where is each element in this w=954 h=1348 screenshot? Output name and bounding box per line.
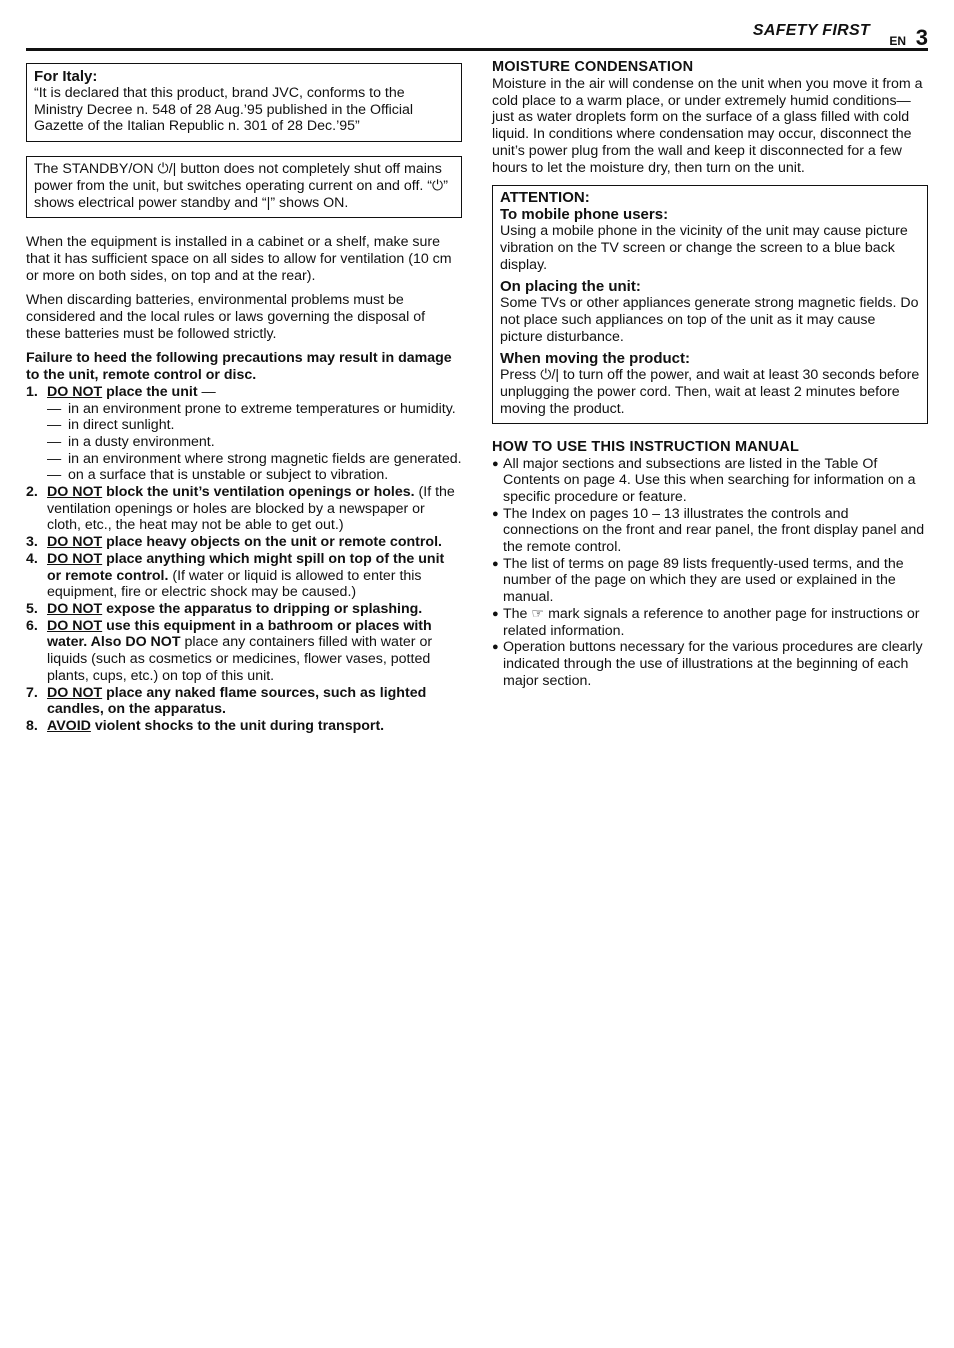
item-bold-text: block the unit’s ventilation openings or holes. — [102, 484, 415, 501]
precaution-item — [26, 484, 462, 534]
condition-item — [26, 451, 462, 468]
dash-mark: — — [47, 433, 62, 450]
page-header — [26, 18, 928, 51]
item-text: (If the ventilation openings or holes are blocked by a newspaper or cloth, etc., the heat may not be able to get out.) — [47, 484, 455, 534]
list-item-text: The Index on pages 10 – 13 illustrates the controls and connections on the front and rear panel, the front display panel and the remote control. — [503, 505, 925, 556]
item-bold-text: place the unit — [102, 383, 198, 400]
manual-bullet-list — [492, 456, 928, 690]
attention-box — [492, 185, 928, 423]
failure-heading: Failure to heed the following precautions may result in damage to the unit, remote control or disc. — [26, 350, 452, 384]
placing-unit-title: On placing the unit: — [500, 278, 641, 296]
condition-item — [26, 417, 462, 434]
item-number: 2. — [26, 484, 38, 501]
dash-mark: — — [47, 400, 62, 417]
moving-product-text — [500, 367, 920, 417]
moisture-text: Moisture in the air will condense on the unit when you move it from a cold place to a warm place, or under extremely humid conditions—just as water droplets form on the surface of a glass filled with cold liquid. In conditions where condensation may occur, disconnect the unit’s power plug from the wall and keep it disconnected for a few hours to let the moisture dry, then turn on the unit. — [492, 76, 923, 176]
language-label: EN — [889, 34, 906, 48]
condition-text: in an environment prone to extreme temperatures or humidity. — [68, 400, 456, 417]
item-keyword: DO NOT — [47, 684, 103, 701]
italy-title: For Italy: — [34, 68, 98, 85]
bullet-icon: ● — [492, 507, 499, 520]
standby-text — [34, 161, 454, 211]
precaution-item — [26, 601, 462, 618]
item-bold-text: expose the apparatus to dripping or splashing. — [102, 600, 423, 617]
precaution-item — [26, 551, 462, 601]
item-bold-text: place heavy objects on the unit or remote control. — [102, 534, 442, 551]
item-text: place any containers filled with water or liquids (such as cosmetics or medicines, flower vases, potted plants, cups, etc.) on top of this unit. — [47, 634, 433, 684]
item-number: 6. — [26, 617, 38, 634]
manual-heading: HOW TO USE THIS INSTRUCTION MANUAL — [492, 438, 799, 455]
item-number: 7. — [26, 684, 38, 701]
mobile-phone-title: To mobile phone users: — [500, 206, 669, 224]
condition-text: in a dusty environment. — [68, 433, 215, 450]
standby-on-icon: ⏻/| — [540, 367, 560, 384]
standby-text-1: The STANDBY/ON — [34, 161, 158, 178]
item-text: — — [197, 383, 216, 400]
attention-title: ATTENTION: — [500, 189, 590, 207]
item-keyword: AVOID — [47, 717, 91, 734]
list-item — [492, 556, 928, 606]
list-item-text: Operation buttons necessary for the various procedures are clearly indicated through the use of illustrations at the beginning of each major section. — [503, 639, 923, 689]
item-bold-text: place anything which might spill on top of the unit or remote control. — [47, 550, 445, 584]
italy-notice-box — [26, 63, 462, 142]
italy-text: “It is declared that this product, brand JVC, conforms to the Ministry Decree n. 548 of 28 Aug.’95 published in the Official Gazette of the Italian Republic n. 301 of 28 Dec.’95” — [34, 85, 414, 135]
item-keyword: DO NOT — [47, 534, 103, 551]
item-keyword: DO NOT — [47, 484, 103, 501]
moisture-heading: MOISTURE CONDENSATION — [492, 59, 694, 75]
condition-item — [26, 467, 462, 484]
bullet-icon: ● — [492, 641, 499, 654]
dash-mark: — — [47, 417, 62, 434]
list-item-text: The list of terms on page 89 lists frequently-used terms, and the number of the page on which they are used or explained in the manual. — [503, 555, 904, 606]
left-column — [26, 63, 462, 735]
bullet-icon: ● — [492, 607, 499, 620]
item-number: 1. — [26, 383, 38, 400]
placing-unit-text: Some TVs or other appliances generate strong magnetic fields. Do not place such appliances on top of the unit as it may cause picture disturbance. — [500, 295, 919, 345]
item-number: 5. — [26, 600, 38, 617]
item-bold-text: use this equipment in a bathroom or places with water. Also DO NOT — [47, 617, 432, 651]
item-text: (If water or liquid is allowed to enter this equipment, fire or electric shock may be caused.) — [47, 567, 422, 601]
condition-text: on a surface that is unstable or subject to vibration. — [68, 467, 389, 484]
bullet-icon: ● — [492, 557, 499, 570]
item-keyword: DO NOT — [47, 600, 103, 617]
page-number: 3 — [915, 25, 928, 50]
item-keyword: DO NOT — [47, 617, 103, 634]
precaution-item — [26, 685, 462, 718]
condition-text: in direct sunlight. — [68, 417, 175, 434]
precautions-list — [26, 384, 462, 401]
ref-text-2: mark signals a reference to another page for instructions or related information. — [503, 605, 920, 639]
right-column — [492, 58, 928, 689]
batteries-paragraph: When discarding batteries, environmental problems must be considered and the local rules or laws governing the disposal of these batteries must be followed strictly. — [26, 292, 426, 342]
item-number: 8. — [26, 717, 38, 734]
condition-item — [26, 434, 462, 451]
reference-hand-icon: ☞ — [531, 605, 545, 622]
dash-mark: — — [47, 467, 62, 484]
mobile-phone-text: Using a mobile phone in the vicinity of the unit may cause picture vibration on the TV screen or change the screen to a blue back display. — [500, 223, 908, 273]
moving-text-2: to turn off the power, and wait at least 30 seconds before unplugging the power cord. Then, wait at least 2 minutes before moving the product. — [500, 367, 920, 417]
standby-text-2: button does not completely shut off mains power from the unit, but switches operating current on and off. “ — [34, 161, 442, 194]
standby-text-4: ” shows ON. — [270, 194, 349, 211]
standby-icon: ⏻ — [432, 177, 444, 194]
ref-text-1: The — [503, 605, 532, 622]
ventilation-paragraph: When the equipment is installed in a cabinet or a shelf, make sure that it has sufficient space on all sides to allow for ventilation (10 cm or more on both sides, on top and at the rear). — [26, 234, 452, 284]
bullet-icon: ● — [492, 457, 499, 470]
standby-text-3: ” shows electrical power standby and “ — [34, 177, 448, 211]
precautions-list-cont — [26, 484, 462, 735]
precaution-item — [26, 384, 462, 401]
list-item — [492, 506, 928, 556]
precaution-item — [26, 618, 462, 685]
standby-notice-box — [26, 156, 462, 218]
list-item — [492, 606, 928, 639]
list-item — [492, 456, 928, 506]
precaution-item — [26, 718, 462, 735]
item-bold-text: violent shocks to the unit during transport. — [90, 717, 385, 734]
dash-mark: — — [47, 450, 62, 467]
condition-item — [26, 401, 462, 418]
item-bold-text: place any naked flame sources, such as lighted candles, on the apparatus. — [47, 684, 427, 718]
item-keyword: DO NOT — [47, 550, 103, 567]
item-keyword: DO NOT — [47, 383, 103, 400]
on-icon: | — [266, 194, 271, 211]
unit-conditions-list — [26, 401, 462, 485]
precaution-item — [26, 534, 462, 551]
list-item-text: All major sections and subsections are listed in the Table Of Contents on page 4. Use this when searching for information on a specific procedure or feature. — [503, 455, 916, 505]
moving-product-title: When moving the product: — [500, 350, 690, 368]
section-title: SAFETY FIRST — [752, 22, 870, 39]
condition-text: in an environment where strong magnetic fields are generated. — [68, 450, 462, 467]
item-number: 4. — [26, 550, 38, 567]
standby-on-icon: ⏻/| — [157, 161, 177, 178]
list-item — [492, 639, 928, 689]
moving-text-1: Press — [500, 367, 541, 384]
item-number: 3. — [26, 534, 38, 551]
